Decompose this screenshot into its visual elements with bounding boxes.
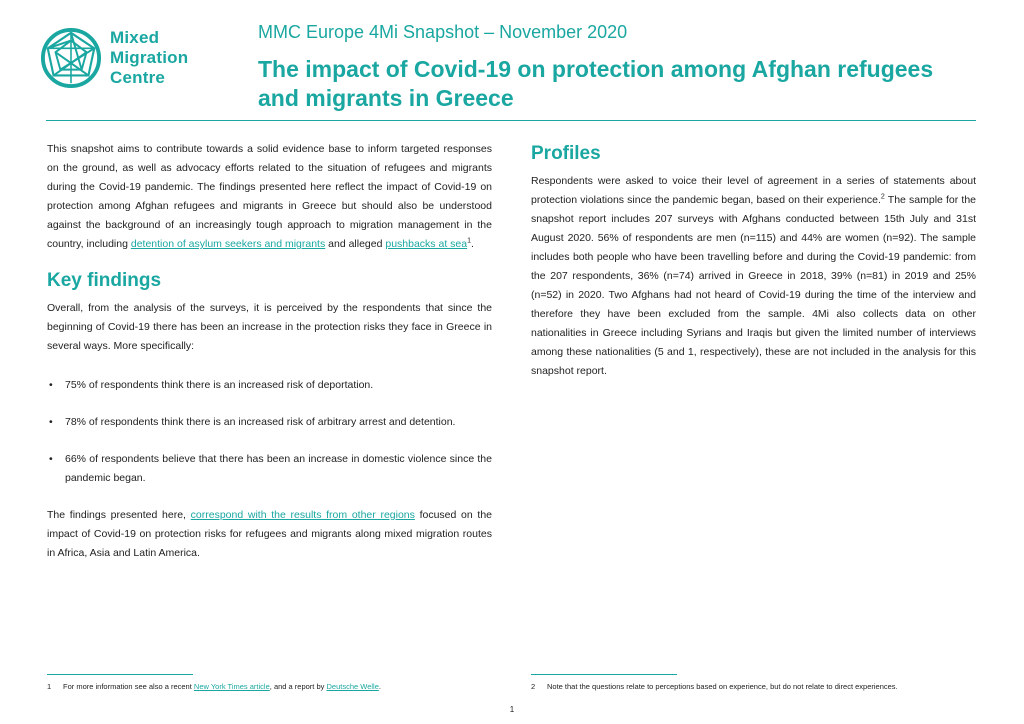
profiles-heading: Profiles — [531, 143, 601, 164]
finding-item — [47, 413, 492, 432]
logo-line-migration: Migration — [110, 48, 189, 67]
right-column — [531, 142, 976, 381]
footnote-number: 2 — [531, 682, 536, 691]
footnote-1 — [47, 682, 381, 691]
finding-text: 66% of respondents believe that there has been an increase in domestic violence since the pandemic began. — [65, 453, 492, 484]
mmc-logo — [40, 22, 230, 94]
footnote-text: Note that the questions relate to perceptions based on experience, but do not relate to direct experiences. — [547, 682, 898, 691]
detention-link[interactable]: detention of asylum seekers and migrants — [130, 238, 326, 250]
profiles-text-cont: The sample for the snapshot report includes 207 surveys with Afghans conducted between 15th July and 31st August 2020. 56% of respondents are men (n=115) and 44% are women (n=92). The sample includes both people who have been travelling before and during the Covid-19 pandemic: from the 207 respondents, 36% (n=74) arrived in Greece in 2018, 39% (n=81) in 2019 and 25% (n=52) in 2020. Two Afghans had not heard of Covid-19 during the time of the interview and therefore they have been excluded from the sample. 4Mi also collects data on other nationalities in Greece including Syrians and Iraqis but given the limited number of interviews among these nationalities (5 and 1, respectively), these are not included in the analysis for this snapshot report. — [531, 194, 976, 377]
footnote-2 — [531, 682, 898, 691]
footnote-ref-2[interactable]: 2 — [880, 193, 885, 201]
logo-wordmark — [110, 28, 188, 88]
other-regions-link[interactable]: correspond with the results from other regions — [190, 509, 415, 521]
intro-paragraph — [47, 140, 492, 254]
mmc-globe-logo-icon — [40, 27, 102, 89]
profiles-text: Respondents were asked to voice their level of agreement in a series of statements about protection violations since the pandemic began, based on their experience. — [531, 175, 976, 206]
footnote-text-end: . — [378, 682, 381, 691]
footnote-text-mid: , and a report by — [269, 682, 327, 691]
finding-text: 78% of respondents think there is an increased risk of arbitrary arrest and detention. — [65, 416, 456, 428]
report-title: The impact of Covid-19 on protection among Afghan refugees and migrants in Greece — [258, 56, 934, 111]
finding-item — [47, 450, 492, 488]
footnote-text: For more information see also a recent — [63, 682, 194, 691]
bullet-icon: • — [49, 416, 53, 428]
closing-text: The findings presented here, — [47, 509, 191, 521]
key-findings-heading: Key findings — [47, 270, 162, 291]
footnote-number: 1 — [47, 682, 52, 691]
findings-list — [47, 376, 492, 488]
bullet-icon: • — [49, 379, 53, 391]
footnote-divider-right — [531, 674, 677, 675]
intro-text-mid: and alleged — [325, 238, 386, 250]
deutsche-welle-link[interactable]: Deutsche Welle — [326, 682, 379, 691]
bullet-icon: • — [49, 453, 53, 465]
logo-line-centre: Centre — [110, 68, 166, 87]
footnote-divider-left — [47, 674, 193, 675]
header-divider — [46, 120, 976, 121]
pushbacks-link[interactable]: pushbacks at sea — [385, 238, 468, 250]
page-number: 1 — [509, 705, 515, 714]
intro-text-end: . — [470, 238, 474, 250]
footnote-ref-1[interactable]: 1 — [467, 237, 471, 245]
finding-text: 75% of respondents think there is an increased risk of deportation. — [65, 379, 374, 391]
left-column — [47, 140, 492, 563]
report-kicker: MMC Europe 4Mi Snapshot – November 2020 — [258, 22, 628, 42]
closing-paragraph — [47, 506, 492, 563]
logo-line-mixed: Mixed — [110, 28, 160, 47]
key-findings-intro: Overall, from the analysis of the surveys, it is perceived by the respondents that since the beginning of Covid-19 there has been an increase in the protection risks they face in Greece in several ways. More specifically: — [47, 302, 492, 352]
nyt-article-link[interactable]: New York Times article — [193, 682, 270, 691]
intro-text: This snapshot aims to contribute towards a solid evidence base to inform targeted responses on the ground, as well as advocacy efforts related to the situation of refugees and migrants during the Covid-19 pandemic. The findings presented here reflect the impact of Covid-19 on protection among Afghan refugees and migrants in Greece but should also be understood against the background of an increasingly tough approach to migration management in the country, including — [47, 143, 492, 250]
finding-item — [47, 376, 492, 395]
profiles-paragraph — [531, 172, 976, 381]
closing-text-end: focused on the impact of Covid-19 on protection risks for refugees and migrants along mixed migration routes in Africa, Asia and Latin America. — [47, 509, 492, 559]
